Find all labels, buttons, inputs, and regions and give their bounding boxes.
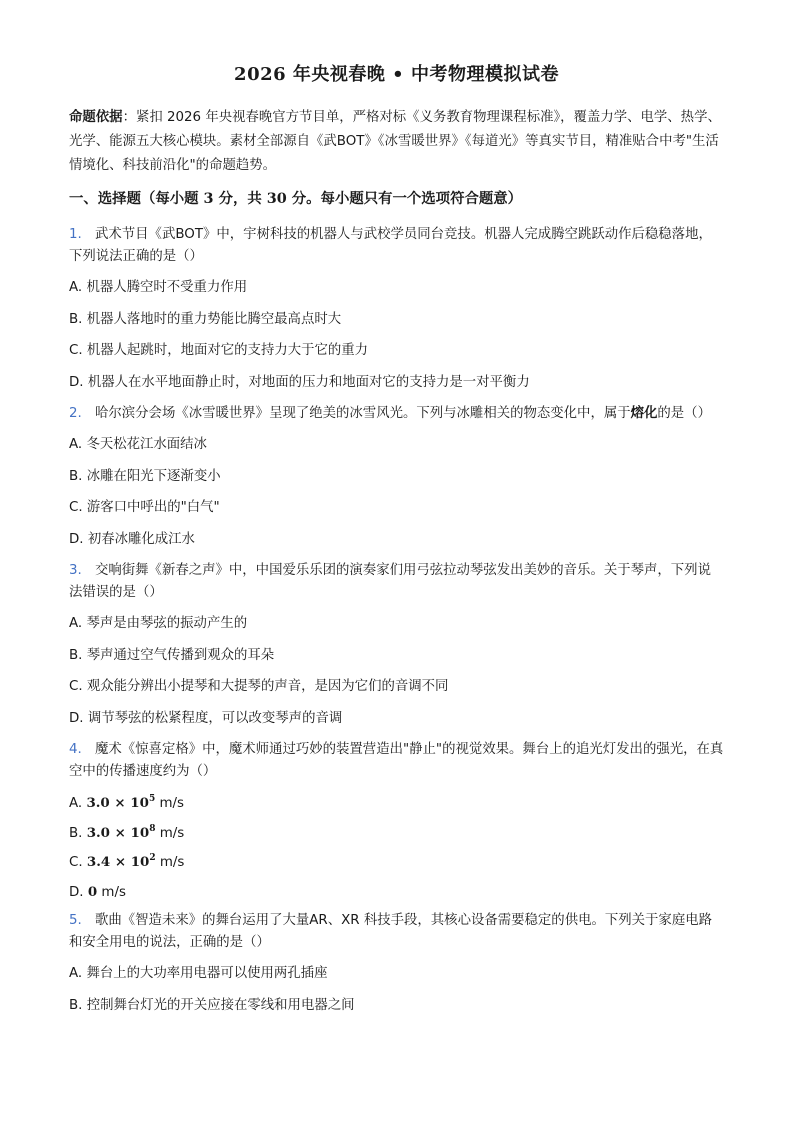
option-4c [69, 851, 724, 874]
option-2a: A. 冬天松花江水面结冰 [69, 437, 207, 452]
section-heading-choice: 一、选择题（每小题 3 分，共 30 分。每小题只有一个选项符合题意） [69, 190, 523, 207]
option-2b: B. 冰雕在阳光下逐渐变小 [69, 468, 221, 484]
math-value [86, 795, 155, 811]
question-4 [69, 739, 724, 783]
question-number: 1. [69, 227, 82, 242]
math-exponent: 5 [148, 794, 156, 804]
option-1a: A. 机器人腾空时不受重力作用 [69, 280, 248, 295]
question-number: 4. [69, 742, 82, 757]
question-number: 3. [69, 563, 82, 578]
option-label: D. [69, 884, 88, 900]
option-5a: A. 舞台上的大功率用电器可以使用两孔插座 [69, 966, 328, 981]
math-exponent: 8 [149, 823, 156, 834]
option-3b: B. 琴声通过空气传播到观众的耳朵 [69, 647, 275, 663]
option-3c: C. 观众能分辨出小提琴和大提琴的声音，是因为它们的音调不同 [69, 679, 449, 694]
question-text: 交响街舞《新春之声》中，中国爱乐乐团的演奏家们用弓弦拉动琴弦发出美妙的音乐。关于琴声，下列说法错误的是（） [69, 563, 711, 600]
option-3d: D. 调节琴弦的松紧程度，可以改变琴声的音调 [69, 710, 343, 726]
option-2c: C. 游客口中呼出的"白气" [69, 500, 220, 515]
question-1 [69, 224, 724, 268]
math-value: 0 [87, 883, 98, 900]
option-unit: m/s [155, 855, 185, 870]
option-1d: D. 机器人在水平地面静止时，对地面的压力和地面对它的支持力是一对平衡力 [69, 374, 530, 390]
question-2 [69, 403, 724, 425]
intro-paragraph [69, 106, 724, 178]
question-text: 歌曲《智造未来》的舞台运用了大量AR、XR 科技手段，其核心设备需要稳定的供电。下列关于家庭电路和安全用电的说法，正确的是（） [69, 913, 712, 950]
option-label: A. [69, 796, 87, 811]
question-number: 2. [69, 406, 82, 421]
option-1c: C. 机器人起跳时，地面对它的支持力大于它的重力 [69, 343, 369, 358]
question-text: 魔术《惊喜定格》中，魔术师通过巧妙的装置营造出"静止"的视觉效果。舞台上的追光灯发出的强光，在真空中的传播速度约为（） [69, 742, 724, 779]
math-exponent: 2 [149, 853, 156, 863]
exam-title: 2026 年央视春晚 • 中考物理模拟试卷 [234, 64, 559, 85]
question-text: 哈尔滨分会场《冰雪暖世界》呈现了绝美的冰雪风光。下列与冰雕相关的物态变化中，属于 [95, 406, 631, 421]
option-label: B. [69, 825, 87, 841]
option-5b: B. 控制舞台灯光的开关应接在零线和用电器之间 [69, 997, 355, 1013]
math-value [87, 825, 156, 841]
option-4b [69, 822, 724, 845]
math-value [87, 854, 156, 870]
option-label: C. [69, 855, 87, 870]
question-text-end: 的是（） [657, 406, 711, 421]
option-1b: B. 机器人落地时的重力势能比腾空最高点时大 [69, 311, 342, 327]
option-4a [69, 792, 724, 815]
question-number: 5. [69, 913, 82, 928]
option-unit: m/s [97, 884, 126, 900]
option-unit: m/s [155, 796, 184, 811]
question-text: 武术节目《武BOT》中，宇树科技的机器人与武校学员同台竞技。机器人完成腾空跳跃动作后稳稳落地，下列说法正确的是（） [69, 227, 712, 264]
math-mantissa: 3.0 × 10 [86, 824, 150, 841]
option-2d: D. 初春冰雕化成江水 [69, 531, 195, 547]
option-3a: A. 琴声是由琴弦的振动产生的 [69, 616, 248, 631]
math-mantissa: 3.0 × 10 [86, 795, 149, 811]
option-unit: m/s [155, 825, 185, 841]
question-3 [69, 560, 724, 604]
question-5 [69, 910, 724, 954]
intro-lead: 命题依据 [69, 110, 123, 125]
math-mantissa: 3.4 × 10 [86, 854, 150, 870]
intro-text: ：紧扣 2026 年央视春晚官方节目单，严格对标《义务教育物理课程标准》，覆盖力学、电学、热学、光学、能源五大核心模块。素材全部源自《武BOT》《冰雪暖世界》《每道光》等真实节目，精准贴合中考"生活情境化、科技前沿化"的命题趋势。 [69, 110, 721, 173]
option-4d [69, 881, 724, 904]
question-keyword: 熔化 [630, 406, 658, 421]
